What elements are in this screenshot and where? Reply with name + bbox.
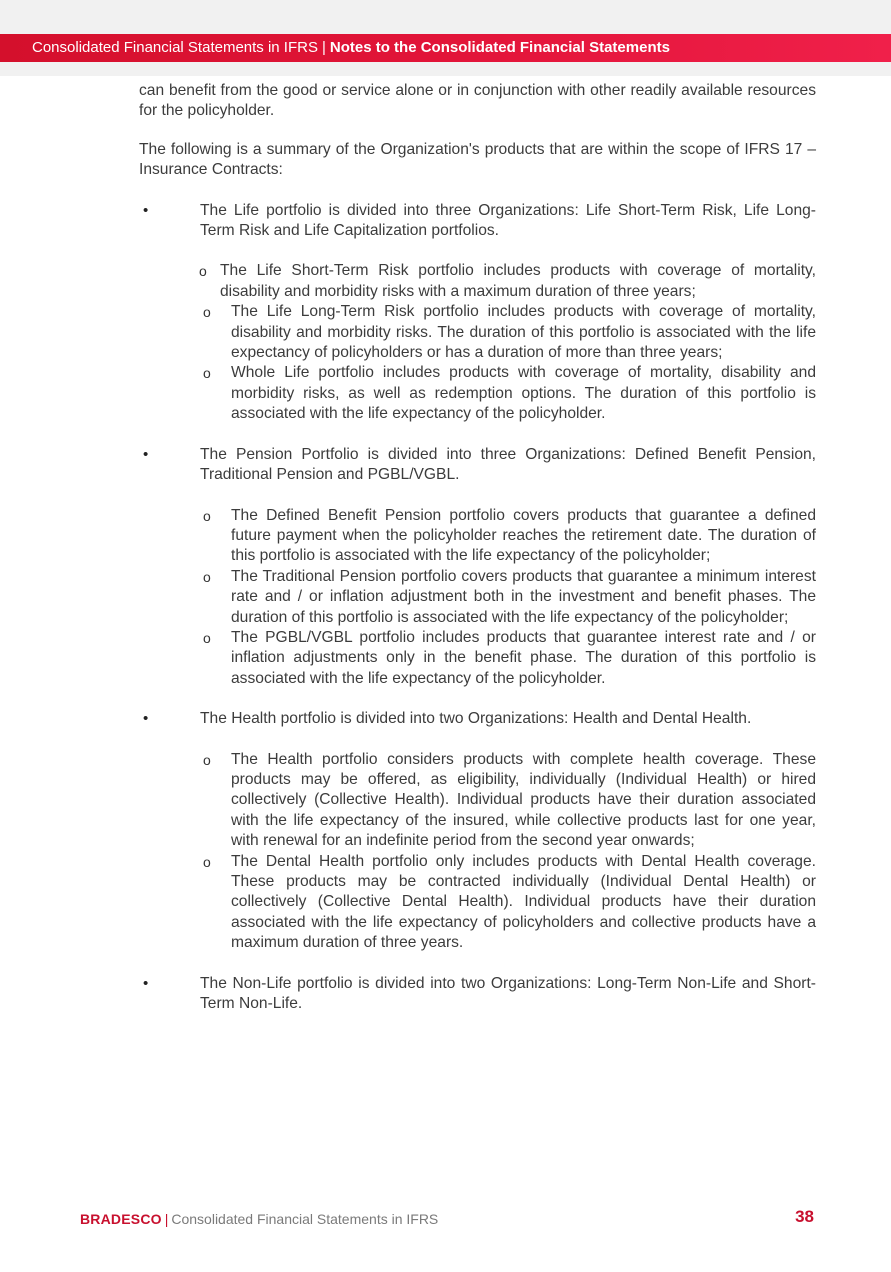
sub-item-text: The Health portfolio considers products with complete health coverage. These products may be offered, as eligibility, individually (Individual Health) or hired collectively (Collective Health). Individual products have their duration associated with the life expectancy of the insured, while collective products last for one year, with renewal for an indefinite period from the second year onwards;	[231, 750, 816, 850]
page-body	[139, 81, 816, 1014]
intro-paragraph-summary: The following is a summary of the Organization's products that are within the scope of IFRS 17 – Insurance Contracts:	[139, 140, 816, 179]
sub-item-health	[200, 750, 816, 852]
page-header-band	[0, 34, 891, 62]
sub-bullet-marker: o	[203, 568, 211, 585]
bullet-marker: •	[143, 710, 149, 728]
bullet-text: The Health portfolio is divided into two Organizations: Health and Dental Health.	[200, 710, 752, 728]
sub-item-pgbl-vgbl	[200, 628, 816, 689]
sub-item-life-long-term	[200, 302, 816, 363]
sub-item-text: The Defined Benefit Pension portfolio covers products that guarantee a defined future payment when the policyholder reaches the retirement date. The duration of this portfolio is associated with the life expectancy of the policyholder;	[231, 506, 816, 565]
sub-item-text: The Life Short-Term Risk portfolio includes products with coverage of mortality, disability and morbidity risks with a maximum duration of three years;	[220, 262, 816, 300]
sub-bullet-marker: o	[199, 263, 207, 280]
sub-bullet-marker: o	[203, 365, 211, 382]
bullet-text: The Life portfolio is divided into three Organizations: Life Short-Term Risk, Life Long-Term Risk and Life Capitalization portfolios.	[200, 201, 816, 240]
bullet-life-portfolio	[139, 201, 816, 425]
intro-paragraph-continued: can benefit from the good or service alone or in conjunction with other readily available resources for the policyholder.	[139, 82, 816, 120]
top-margin-strip	[0, 0, 891, 34]
bullet-marker: •	[143, 201, 149, 219]
header-doc-title: Consolidated Financial Statements in IFRS	[32, 39, 318, 56]
page-footer	[80, 1208, 814, 1230]
page-number: 38	[795, 1207, 814, 1226]
sub-bullet-marker: o	[203, 853, 211, 870]
bullet-text: The Pension Portfolio is divided into three Organizations: Defined Benefit Pension, Traditional Pension and PGBL/VGBL.	[200, 445, 816, 484]
sub-item-dental-health	[200, 852, 816, 954]
footer-separator: |	[164, 1211, 169, 1227]
bullet-marker: •	[143, 974, 149, 992]
sub-list-health	[200, 750, 816, 954]
bullet-non-life-portfolio	[139, 974, 816, 1015]
sub-list-life	[200, 261, 816, 424]
header-section-title: Notes to the Consolidated Financial Statements	[329, 39, 670, 56]
sub-bullet-marker: o	[203, 629, 211, 646]
sub-bullet-marker: o	[203, 507, 211, 524]
sub-list-pension	[200, 506, 816, 690]
sub-item-traditional-pension	[200, 567, 816, 628]
bullet-pension-portfolio	[139, 445, 816, 689]
sub-item-text: The Traditional Pension portfolio covers products that guarantee a minimum interest rate and / or inflation adjustment both in the investment and benefit phases. The duration of this portfolio is associated with the life expectancy of the policyholder;	[231, 567, 816, 626]
bullet-text: The Non-Life portfolio is divided into two Organizations: Long-Term Non-Life and Short-Term Non-Life.	[200, 974, 816, 1013]
sub-item-text: The Dental Health portfolio only includes products with Dental Health coverage. These products may be contracted individually (Individual Dental Health) or collectively (Collective Dental Health). Individual products have their duration associated with the life expectancy of policyholders and collective products have a maximum duration of three years.	[231, 852, 816, 952]
footer-brand-logo: BRADESCO	[80, 1211, 162, 1227]
footer-doc-title: Consolidated Financial Statements in IFRS	[171, 1211, 439, 1227]
bullet-health-portfolio	[139, 709, 816, 953]
header-title-line	[32, 34, 670, 62]
sub-bullet-marker: o	[203, 304, 211, 321]
header-separator: |	[321, 39, 326, 56]
sub-item-life-short-term	[200, 261, 816, 302]
sub-item-text: Whole Life portfolio includes products with coverage of mortality, disability and morbidity risks, as well as redemption options. The duration of this portfolio is associated with the life expectancy of the policyholder.	[231, 364, 816, 423]
sub-item-text: The PGBL/VGBL portfolio includes products that guarantee interest rate and / or inflation adjustments only in the benefit phase. The duration of this portfolio is associated with the life expectancy of the policyholder.	[231, 628, 816, 687]
sub-bullet-marker: o	[203, 751, 211, 768]
header-under-strip	[0, 62, 891, 76]
bullet-marker: •	[143, 445, 149, 463]
sub-item-text: The Life Long-Term Risk portfolio includes products with coverage of mortality, disability and morbidity risks. The duration of this portfolio is associated with the life expectancy of policyholders or has a duration of more than three years;	[231, 303, 816, 362]
sub-item-defined-benefit	[200, 506, 816, 567]
sub-item-whole-life	[200, 363, 816, 424]
